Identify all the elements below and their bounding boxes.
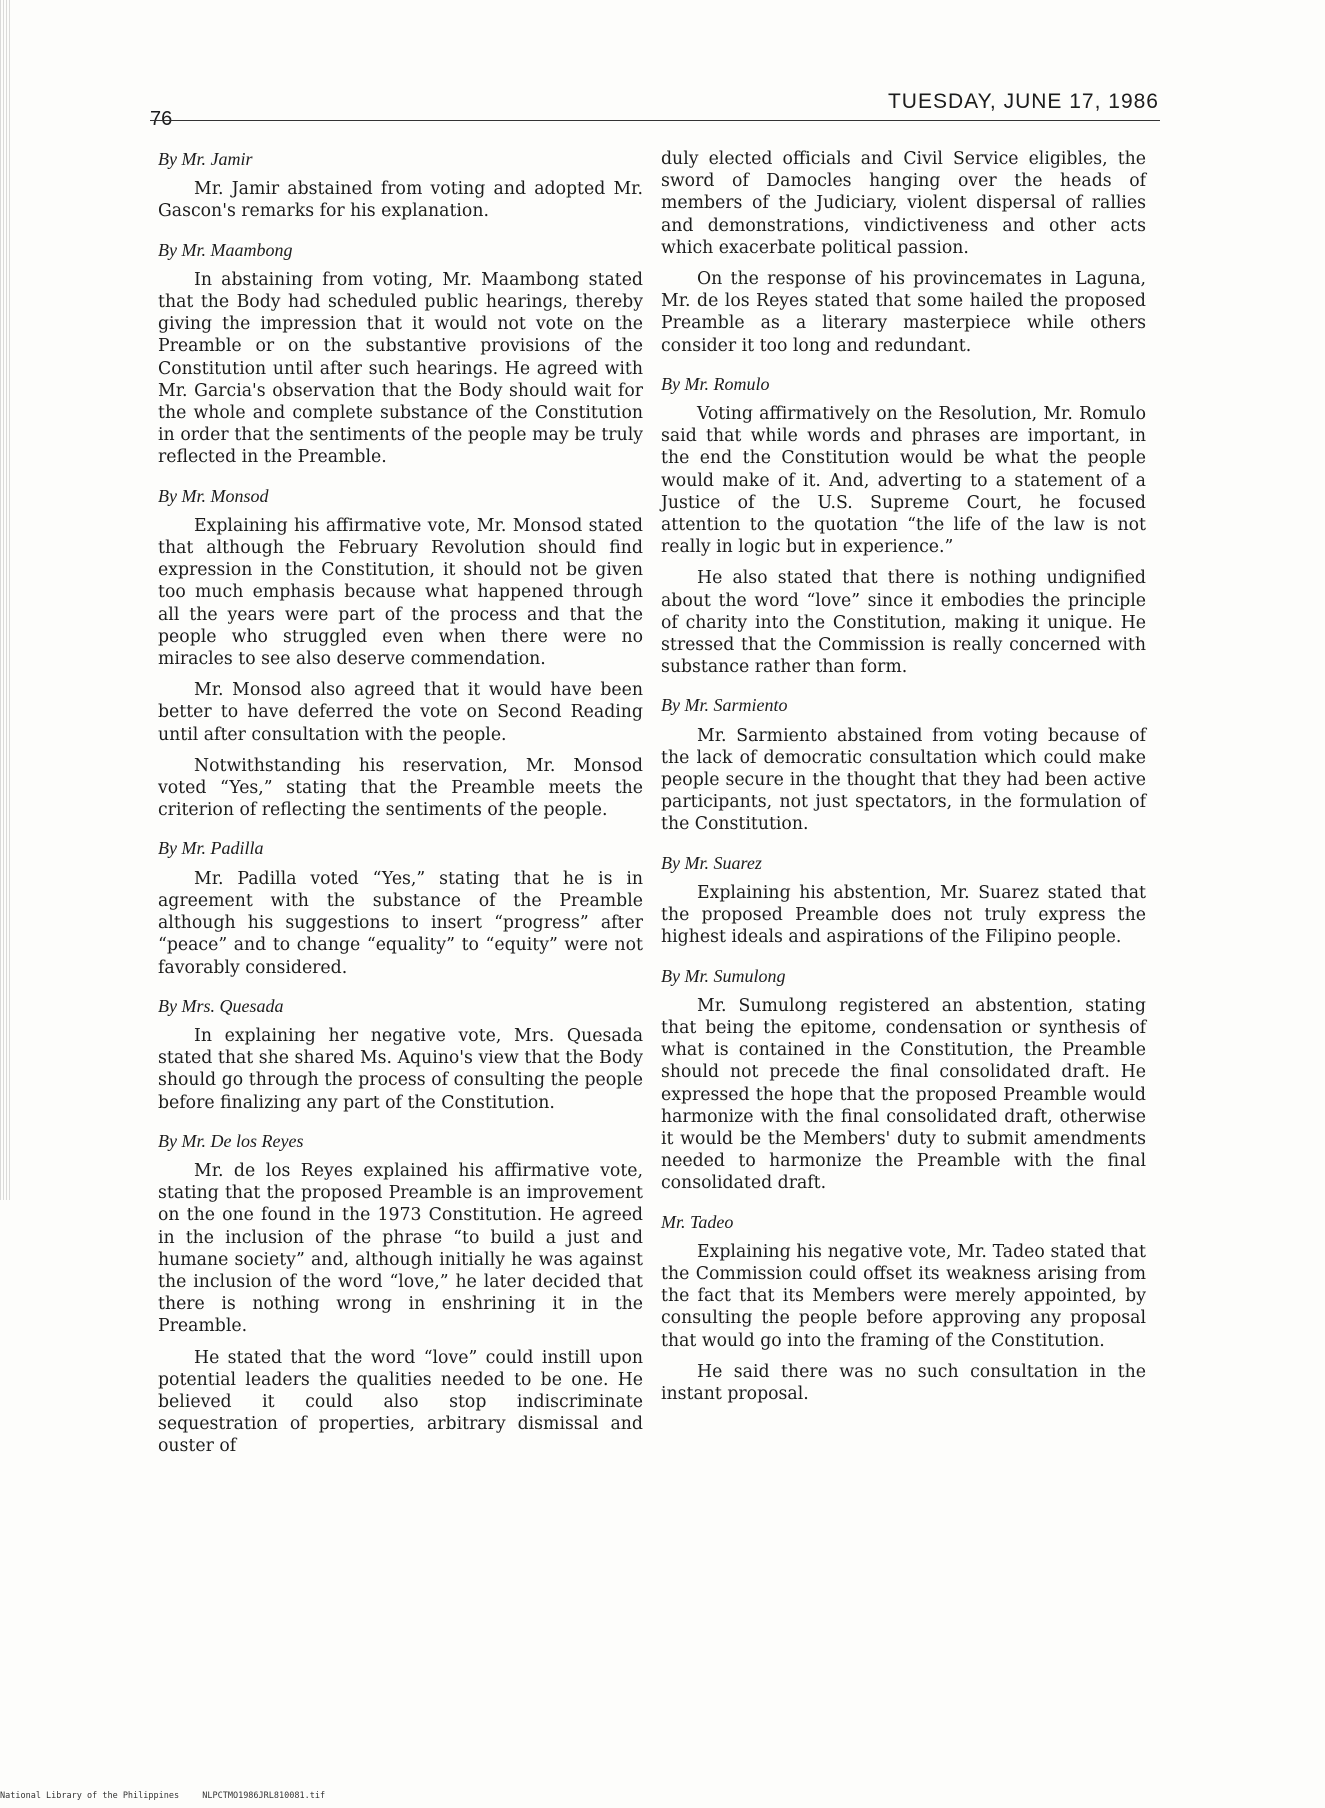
speaker-heading: By Mr. Jamir xyxy=(158,149,253,169)
paragraph: In explaining her negative vote, Mrs. Quesada stated that she shared Ms. Aquino's view that the Body should go through the process of consulting the people before finalizing any part of the Constitution. xyxy=(158,1025,643,1113)
paragraph: He said there was no such consultation in the instant proposal. xyxy=(661,1361,1146,1404)
page-date: TUESDAY, JUNE 17, 1986 xyxy=(887,90,1159,113)
paragraph: Mr. Sarmiento abstained from voting because of the lack of democratic consultation which could make people secure in the thought that they had been active participants, not just spectators, in the formulation of the Constitution. xyxy=(661,725,1146,835)
right-column xyxy=(661,148,1146,1421)
speaker-section xyxy=(158,239,643,469)
paragraph: Voting affirmatively on the Resolution, Mr. Romulo said that while words and phrases are important, in the end the Constitution would be what the people would make of it. And, adverting to a statement of a Justice of the U.S. Supreme Court, he focused attention to the quotation “the life of the law is not really in logic but in experience.” xyxy=(661,404,1146,558)
paragraph: duly elected officials and Civil Service eligibles, the sword of Damocles hanging over the heads of members of the Judiciary, violent dispersal of rallies and demonstrations, vindictiveness and other acts which exacerbate political passion. xyxy=(661,149,1146,258)
paragraph: Mr. Sumulong registered an abstention, stating that being the epitome, condensation or synthesis of what is contained in the Constitution, the Preamble should not precede the final consolidated draft. He expressed the hope that the proposed Preamble would harmonize with the final consolidated draft, otherwise it would be the Members' duty to submit amendments needed to harmonize the Preamble with the final consolidated draft. xyxy=(661,995,1146,1194)
speaker-section xyxy=(661,1211,1146,1406)
speaker-section xyxy=(661,148,1146,357)
paragraph: In abstaining from voting, Mr. Maambong stated that the Body had scheduled public hearings, thereby giving the impression that it would not vote on the Preamble or on the substantive provisions of the Constitution until after such hearings. He agreed with Mr. Garcia's observation that the Body should wait for the whole and complete substance of the Constitution in order that the sentiments of the people may be truly reflected in the Preamble. xyxy=(158,269,643,468)
speaker-section xyxy=(661,373,1146,679)
speaker-heading: By Mr. Padilla xyxy=(158,838,264,859)
paragraph: He also stated that there is nothing undignified about the word “love” since it embodies the principle of charity into the Constitution, making it unique. He stressed that the Commission is really concerned with substance rather than form. xyxy=(661,568,1146,678)
paragraph: Explaining his abstention, Mr. Suarez stated that the proposed Preamble does not truly express the highest ideals and aspirations of the Filipino people. xyxy=(661,882,1146,948)
paragraph: Mr. Padilla voted “Yes,” stating that he is in agreement with the substance of the Preamble although his suggestions to insert “progress” after “peace” and to change “equality” to “equity” were not favorably considered. xyxy=(158,868,643,978)
page-number: 76 xyxy=(150,108,173,130)
speaker-section xyxy=(158,995,643,1114)
speaker-section xyxy=(661,965,1146,1195)
paragraph: Explaining his affirmative vote, Mr. Monsod stated that although the February Revolution should find expression in the Constitution, it should not be given too much emphasis because what happened through all the years were part of the process and that the people who struggled even when there were no miracles to see also deserve commendation. xyxy=(158,515,643,670)
left-column xyxy=(158,148,643,1474)
paragraph: Mr. Jamir abstained from voting and adopted Mr. Gascon's remarks for his explanation. xyxy=(158,179,643,222)
speaker-section xyxy=(158,1130,643,1458)
header-rule xyxy=(150,120,1160,121)
speaker-section xyxy=(158,485,643,822)
scan-footer xyxy=(0,1791,343,1801)
speaker-section xyxy=(158,837,643,978)
speaker-heading: By Mrs. Quesada xyxy=(158,995,284,1016)
speaker-heading: By Mr. Suarez xyxy=(661,852,762,873)
paragraph: Mr. de los Reyes explained his affirmative vote, stating that the proposed Preamble is an improvement on the one found in the 1973 Constitution. He agreed in the inclusion of the phrase “to build a just and humane society” and, although initially he was against the inclusion of the word “love,” he later decided that there is nothing wrong in enshrining it in the Preamble. xyxy=(158,1160,643,1337)
paragraph: Explaining his negative vote, Mr. Tadeo stated that the Commission could offset its weakness arising from the fact that its Members were merely appointed, by consulting the people before approving any proposal that would go into the framing of the Constitution. xyxy=(661,1241,1146,1351)
paragraph: Mr. Monsod also agreed that it would have been better to have deferred the vote on Second Reading until after consultation with the people. xyxy=(158,680,643,745)
paragraph: He stated that the word “love” could instill upon potential leaders the qualities needed to be one. He believed it could also stop indiscriminate sequestration of properties, arbitrary dismissal and ouster of xyxy=(158,1347,643,1457)
speaker-heading: By Mr. Sarmiento xyxy=(661,695,788,716)
speaker-section xyxy=(661,852,1146,949)
speaker-heading: By Mr. Romulo xyxy=(661,373,770,394)
speaker-heading: By Mr. Monsod xyxy=(158,485,269,506)
footer-library: National Library of the Philippines xyxy=(0,1791,180,1801)
footer-file: NLPCTMO1986JRL810081.tif xyxy=(202,1791,326,1801)
speaker-section xyxy=(661,694,1146,835)
paragraph: On the response of his provincemates in Laguna, Mr. de los Reyes stated that some hailed the proposed Preamble as a literary masterpiece while others consider it too long and redundant. xyxy=(661,269,1146,356)
paragraph: Notwithstanding his reservation, Mr. Monsod voted “Yes,” stating that the Preamble meets the criterion of reflecting the sentiments of the people. xyxy=(158,755,643,821)
speaker-section xyxy=(158,148,643,223)
speaker-heading: By Mr. De los Reyes xyxy=(158,1130,304,1151)
speaker-heading: By Mr. Sumulong xyxy=(661,965,786,986)
speaker-heading: Mr. Tadeo xyxy=(661,1211,734,1232)
scan-edge-artifact xyxy=(0,0,12,1200)
speaker-heading: By Mr. Maambong xyxy=(158,239,293,260)
